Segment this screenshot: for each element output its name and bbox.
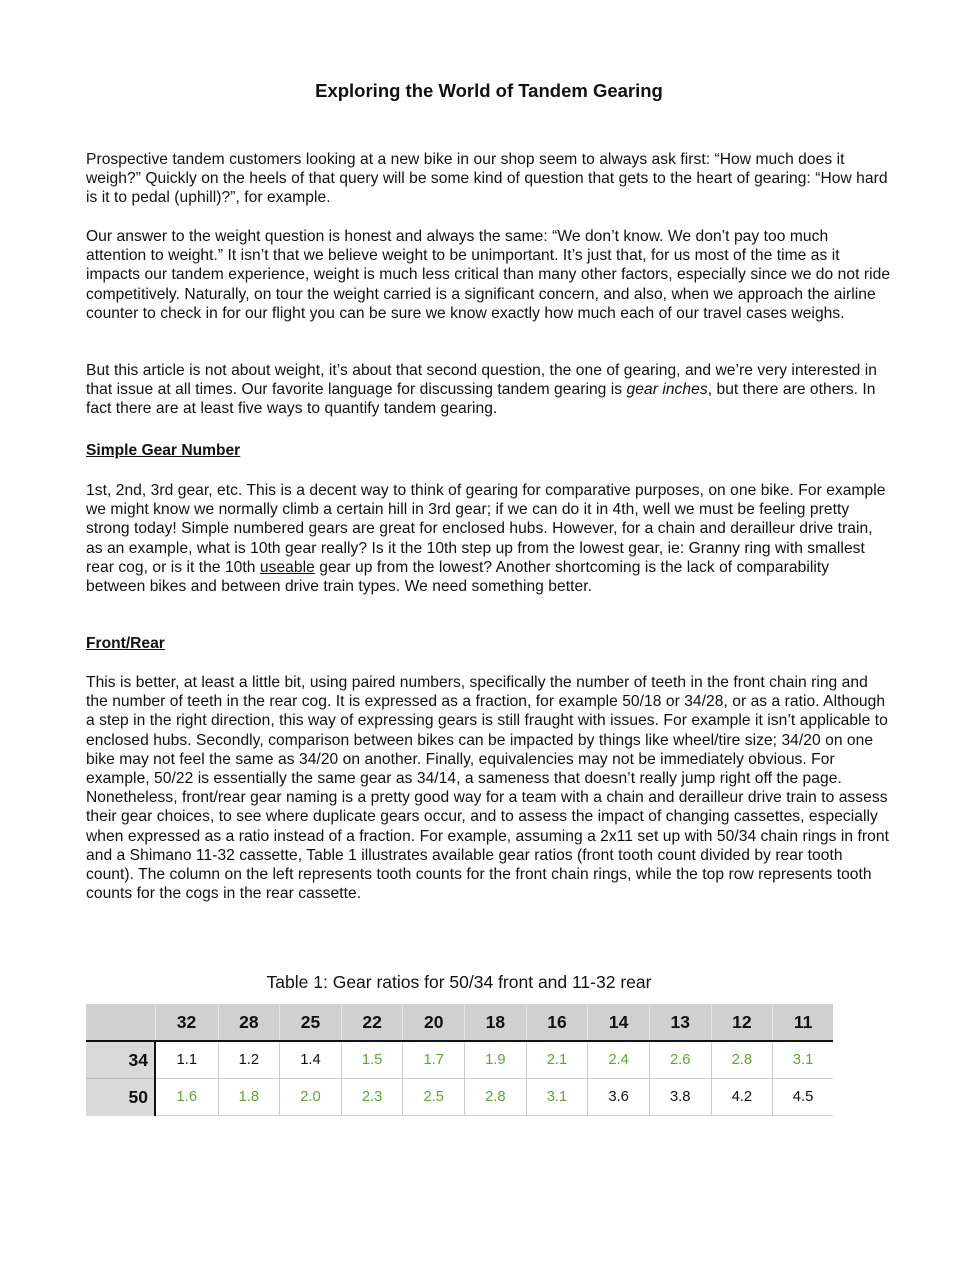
rear-cog-header: 11 [773,1004,833,1041]
table-row [86,1041,833,1079]
rear-cog-header: 22 [341,1004,403,1041]
rear-cog-header: 28 [218,1004,280,1041]
ratio-cell: 1.6 [155,1079,218,1116]
gear-inches-emphasis: gear inches [626,381,708,399]
ratio-cell: 2.3 [341,1079,403,1116]
rear-cog-header: 18 [465,1004,527,1041]
table-corner-cell [86,1004,155,1041]
paragraph-simple-gear-part-a: 1st, 2nd, 3rd gear, etc. This is a decent way to think of gearing for comparative purposes, on one bike. For example we might know we normally climb a certain hill in 3rd gear; if we can do it in 4th, well we must be feeling pretty strong today! Simple numbered gears are great for enclosed hubs. However, for a chain and derailleur drive train, as an example, what is 10th gear really? Is it the 10th step up from the lowest gear, ie: Granny ring with smallest rear cog, or is it the 10th [86,482,886,576]
rear-cog-header: 16 [526,1004,588,1041]
rear-cog-header: 25 [280,1004,342,1041]
ratio-cell: 1.2 [218,1041,280,1079]
paragraph-gearing-part-b: , but there are others. In fact there are at least five ways to quantify tandem gearing. [86,381,876,418]
ratio-cell: 4.2 [711,1079,773,1116]
ratio-cell: 1.8 [218,1079,280,1116]
ratio-cell: 2.6 [649,1041,711,1079]
paragraph-simple-gear [86,481,892,596]
ratio-cell: 3.1 [773,1041,833,1079]
paragraph-front-rear: This is better, at least a little bit, using paired numbers, specifically the number of teeth in the front chain ring and the number of teeth in the rear cog. It is expressed as a fraction, for example 50/18 or 34/28, or as a ratio. Although a step in the right direction, this way of expressing gears is still fraught with issues. For example it isn’t applicable to enclosed hubs. Secondly, comparison between bikes can be impacted by things like wheel/tire size; 34/20 on one bike may not feel the same as 34/20 on another. Finally, equivalencies may not be immediately obvious. For example, 50/22 is essentially the same gear as 34/14, a sameness that doesn’t really jump right off the page. Nonetheless, front/rear gear naming is a pretty good way for a team with a chain and derailleur drive train to assess their gear choices, to see where duplicate gears occur, and to assess the impact of changing cassettes, especially when expressed as a ratio instead of a fraction. For example, assuming a 2x11 set up with 50/34 chain rings in front and a Shimano 11-32 cassette, Table 1 illustrates available gear ratios (front tooth count divided by rear tooth count). The column on the left represents tooth counts for the front chain rings, while the top row represents tooth counts for the cogs in the rear cassette. [86,674,889,903]
ratio-cell: 1.9 [465,1041,527,1079]
paragraph-gearing [86,361,892,419]
ratio-cell: 2.1 [526,1041,588,1079]
document-title: Exploring the World of Tandem Gearing [315,80,663,101]
ratio-cell: 1.4 [280,1041,342,1079]
gear-ratio-table [86,1004,833,1116]
heading-simple-gear-number: Simple Gear Number [86,442,241,459]
ratio-cell: 2.0 [280,1079,342,1116]
heading-front-rear: Front/Rear [86,635,165,652]
ratio-cell: 1.7 [403,1041,465,1079]
front-ring-label: 50 [86,1079,155,1116]
rear-cog-header: 14 [588,1004,650,1041]
ratio-cell: 2.4 [588,1041,650,1079]
ratio-cell: 4.5 [773,1079,833,1116]
ratio-cell: 1.1 [155,1041,218,1079]
ratio-cell: 2.5 [403,1079,465,1116]
paragraph-intro: Prospective tandem customers looking at a new bike in our shop seem to always ask first: “How much does it weigh?” Quickly on the heels of that query will be some kind of question that gets to the heart of gearing: “How hard is it to pedal (uphill)?”, for example. [86,151,888,207]
rear-cog-header: 13 [649,1004,711,1041]
rear-cog-header: 12 [711,1004,773,1041]
ratio-cell: 2.8 [465,1079,527,1116]
table-header-row [86,1004,833,1041]
ratio-cell: 1.5 [341,1041,403,1079]
rear-cog-header: 20 [403,1004,465,1041]
table-row [86,1079,833,1116]
useable-underline: useable [259,558,315,576]
front-ring-label: 34 [86,1041,155,1079]
table-caption: Table 1: Gear ratios for 50/34 front and 11-32 rear [266,972,652,992]
paragraph-weight: Our answer to the weight question is honest and always the same: “We don’t know. We don’t pay too much attention to weight.” It isn’t that we believe weight to be unimportant. It’s just that, for us most of the time as it impacts our tandem experience, weight is much less critical than many other factors, especially since we do not ride competitively. Naturally, on tour the weight carried is a significant concern, and also, when we approach the airline counter to check in for our flight you can be sure we know exactly how much each of our travel cases weighs. [86,228,891,322]
ratio-cell: 3.1 [526,1079,588,1116]
ratio-cell: 3.8 [649,1079,711,1116]
ratio-cell: 3.6 [588,1079,650,1116]
paragraph-simple-gear-part-b: gear up from the lowest? Another shortcoming is the lack of comparability between bikes and between drive train types. We need something better. [86,558,830,596]
rear-cog-header: 32 [155,1004,218,1041]
ratio-cell: 2.8 [711,1041,773,1079]
paragraph-gearing-part-a: But this article is not about weight, it’s about that second question, the one of gearing, and we’re very interested in that issue at all times. Our favorite language for discussing tandem gearing is [86,362,878,399]
